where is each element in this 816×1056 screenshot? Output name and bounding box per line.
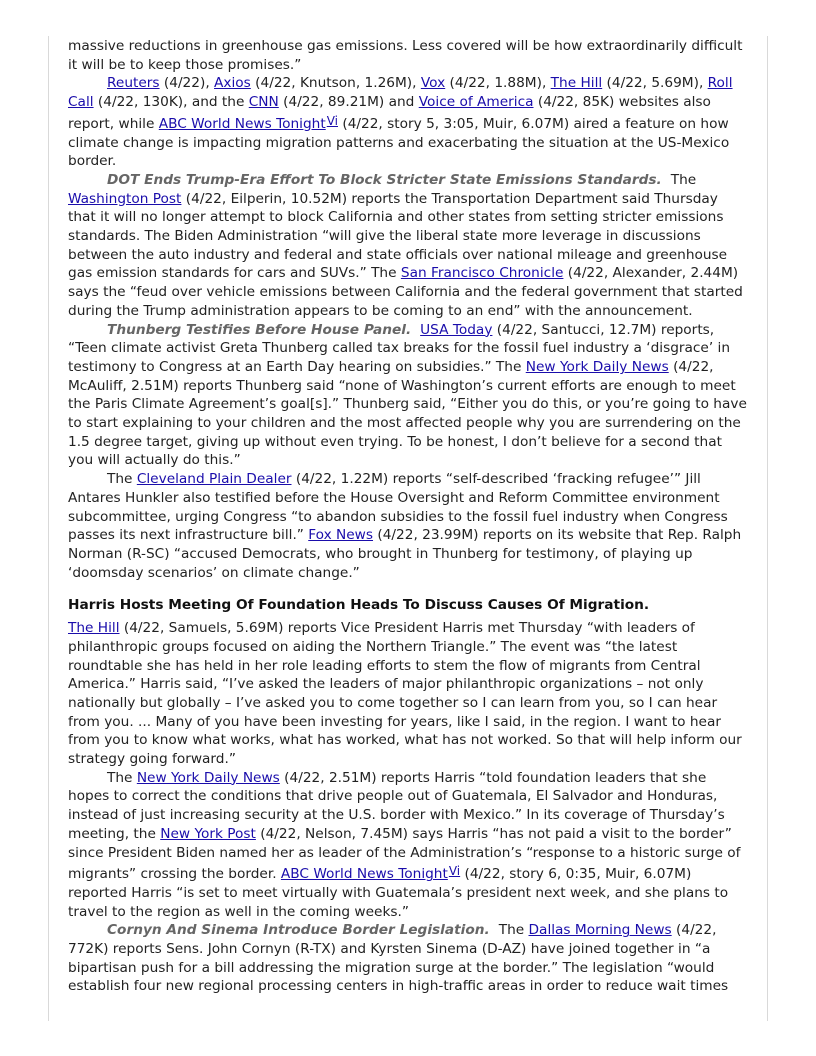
link-vox[interactable]: Vox (420, 75, 446, 92)
story-headline: DOT Ends Trump-Era Effort To Block Stricter State Emissions Standards. (107, 171, 662, 188)
paragraph-plain-dealer: The Cleveland Plain Dealer (4/22, 1.22M) reports “self-described ‘fracking refugee’” Jill Antares Hunkler also testified before the House Oversight and Reform Committee environment subcommittee, urging Congress “to abandon subsidies to the fossil fuel industry when Congress passes its next infrastructure bill.” Fox News (4/22, 23.99M) reports on its website that Rep. Ralph Norman (R-SC) “accused Democrats, who brought in Thunberg for testimony, of playing up ‘doomsday scenarios’ on climate change.” (68, 471, 742, 581)
link-roll-call[interactable]: Roll Call (68, 75, 733, 111)
paragraph-harris-coverage: The New York Daily News (4/22, 2.51M) reports Harris “told foundation leaders that she hopes to correct the conditions that drive people out of Guatemala, El Salvador and Honduras, instead of just increasing security at the U.S. border with Mexico.” In its coverage of Thursday’s meeting, the New York Post (4/22, Nelson, 7.45M) says Harris “has not paid a visit to the border” since President Biden named her as leader of the Administration’s “response to a historic surge of migrants” crossing the border. ABC World News TonightVi (4/22, story 6, 0:35, Muir, 6.07M) reported Harris “is set to meet virtually with Guatemala’s president next week, and she plans to travel to the region as well in the coming weeks.” (68, 769, 741, 920)
story-headline: Cornyn And Sinema Introduce Border Legislation. (107, 922, 490, 939)
link-abc-world-news-tonight[interactable]: ABC World News Tonight (280, 866, 448, 883)
paragraph-thunberg: Thunberg Testifies Before House Panel. USA Today (4/22, Santucci, 12.7M) reports, “Teen climate activist Greta Thunberg called tax breaks for the fossil fuel industry a ‘disgrace’ in testimony to Congress at an Earth Day hearing on subsidies.” The New York Daily News (4/22, McAuliff, 2.51M) reports Thunberg said “none of Washington’s current efforts are enough to meet the Paris Climate Agreement’s goal[s].” Thunberg said, “Either you do this, or you’re going to have to start explaining to your children and the most affected people why you are surrendering on the 1.5 degree target, giving up without even trying. To be honest, I don’t believe for a second that you will actually do this.” (68, 321, 747, 469)
paragraph-harris-meeting: The Hill (4/22, Samuels, 5.69M) reports Vice President Harris met Thursday “with leaders of philanthropic groups focused on aiding the Northern Triangle.” The event was “the latest roundtable she has held in her role leading efforts to stem the flow of migrants from Central America.” Harris said, “I’ve asked the leaders of major philanthropic organizations – not only nationally but globally – I’ve asked you to come together so I can learn from you, so I can hear from you. ... Many of you have been investing for years, like I said, in the region. I want to hear from you to know what works, what has worked, what has not worked. So that will help inform our strategy going forward.” (68, 620, 742, 768)
right-margin-rule (767, 36, 768, 1021)
link-abc-world-news-tonight[interactable]: ABC World News Tonight (158, 115, 326, 132)
link-new-york-post[interactable]: New York Post (160, 825, 256, 842)
link-dallas-morning-news[interactable]: Dallas Morning News (528, 922, 672, 939)
link-washington-post[interactable]: Washington Post (68, 190, 182, 207)
paragraph-border-legislation: Cornyn And Sinema Introduce Border Legislation. The Dallas Morning News (4/22, 772K) reports Sens. John Cornyn (R-TX) and Kyrsten Sinema (D-AZ) have joined together in “a bipartisan push for a bill addressing the migration surge at the border.” The legislation “would establish four new regional processing centers in high-traffic areas in order to reduce wait times (68, 922, 729, 995)
link-voice-of-america[interactable]: Voice of America (418, 94, 534, 111)
story-headline: Thunberg Testifies Before House Panel. (107, 321, 412, 338)
paragraph-climate-coverage: Reuters (4/22), Axios (4/22, Knutson, 1.26M), Vox (4/22, 1.88M), The Hill (4/22, 5.69M), Roll Call (4/22, 130K), and the CNN (4/22, 89.21M) and Voice of America (4/22, 85K) websites also report, while ABC World News TonightVi (4/22, story 5, 3:05, Muir, 6.07M) aired a feature on how climate change is impacting migration patterns and exacerbating the situation at the US-Mexico border. (68, 75, 733, 170)
link-reuters[interactable]: Reuters (107, 75, 160, 92)
link-usa-today[interactable]: USA Today (420, 321, 493, 338)
document-page (68, 37, 750, 996)
left-margin-rule (48, 36, 49, 1021)
link-the-hill[interactable]: The Hill (68, 620, 120, 637)
link-the-hill[interactable]: The Hill (550, 75, 603, 92)
video-icon-link[interactable]: Vi (326, 113, 338, 128)
link-axios[interactable]: Axios (214, 75, 251, 92)
paragraph-dot-emissions: DOT Ends Trump-Era Effort To Block Stricter State Emissions Standards. The Washington Post (4/22, Eilperin, 10.52M) reports the Transportation Department said Thursday that it will no longer attempt to block California and other states from setting stricter emissions standards. The Biden Administration “will give the liberal state more leverage in discussions between the auto industry and federal and state officials over national mileage and greenhouse gas emission standards for cars and SUVs.” The San Francisco Chronicle (4/22, Alexander, 2.44M) says the “feud over vehicle emissions between California and the federal government that started during the Trump administration appears to be coming to an end” with the announcement. (68, 171, 743, 319)
link-san-francisco-chronicle[interactable]: San Francisco Chronicle (400, 265, 564, 282)
link-cleveland-plain-dealer[interactable]: Cleveland Plain Dealer (136, 471, 292, 488)
link-cnn[interactable]: CNN (248, 94, 279, 111)
paragraph-climate-intro: massive reductions in greenhouse gas emissions. Less covered will be how extraordinarily difficult it will be to keep those promises.” (68, 38, 743, 73)
link-new-york-daily-news[interactable]: New York Daily News (525, 358, 669, 375)
link-fox-news[interactable]: Fox News (308, 527, 374, 544)
link-new-york-daily-news[interactable]: New York Daily News (136, 769, 280, 786)
section-heading: Harris Hosts Meeting Of Foundation Heads To Discuss Causes Of Migration. (68, 597, 650, 614)
video-icon-link[interactable]: Vi (448, 864, 461, 879)
